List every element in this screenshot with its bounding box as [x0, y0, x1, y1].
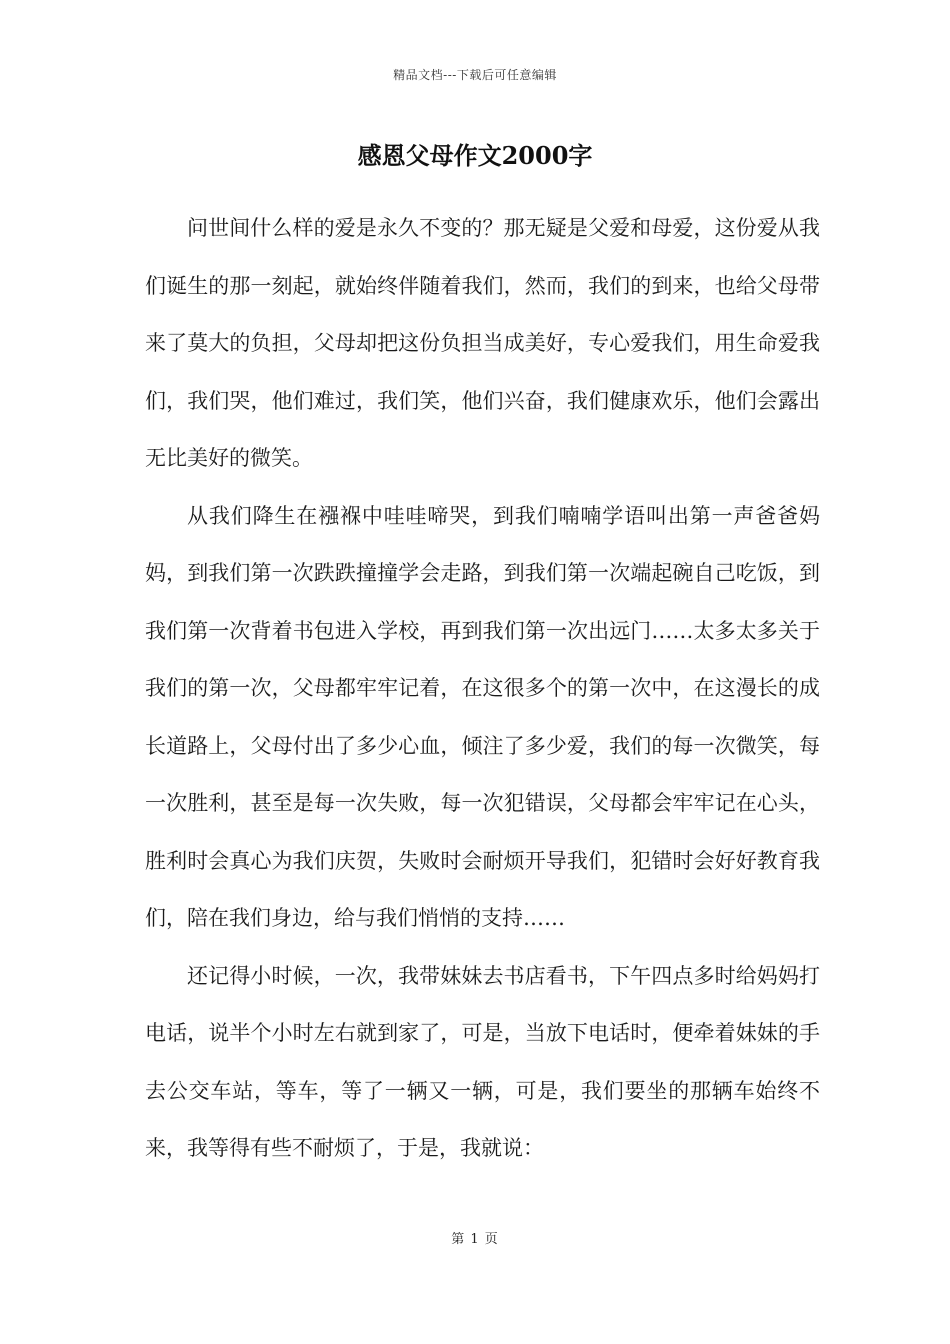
paragraph-2: 从我们降生在襁褓中哇哇啼哭，到我们喃喃学语叫出第一声爸爸妈妈，到我们第一次跌跌撞撞学会走路，到我们第一次端起碗自己吃饭，到我们第一次背着书包进入学校，再到我们第一次出远门……太多太多关于我们的第一次，父母都牢牢记着，在这很多个的第一次中，在这漫长的成长道路上，父母付出了多少心血，倾注了多少爱，我们的每一次微笑，每一次胜利，甚至是每一次失败，每一次犯错误，父母都会牢牢记在心头，胜利时会真心为我们庆贺，失败时会耐烦开导我们，犯错时会好好教育我们，陪在我们身边，给与我们悄悄的支持…… — [145, 503, 820, 930]
paragraph-1: 问世间什么样的爱是永久不变的？那无疑是父爱和母爱，这份爱从我们诞生的那一刻起，就始终伴随着我们，然而，我们的到来，也给父母带来了莫大的负担，父母却把这份负担当成美好，专心爱我们，用生命爱我们，我们哭，他们难过，我们笑，他们兴奋，我们健康欢乐，他们会露出无比美好的微笑。 — [145, 216, 820, 470]
header-note: 精品文档---下载后可任意编辑 — [393, 68, 557, 82]
paragraph-3: 还记得小时候，一次，我带妹妹去书店看书，下午四点多时给妈妈打电话，说半个小时左右就到家了，可是，当放下电话时，便牵着妹妹的手去公交车站，等车，等了一辆又一辆，可是，我们要坐的那辆车始终不来，我等得有些不耐烦了，于是，我就说： — [145, 963, 820, 1160]
document-body — [145, 200, 820, 1178]
document-title: 感恩父母作文2000字 — [357, 141, 593, 170]
page-number: 第 1 页 — [451, 1232, 499, 1247]
